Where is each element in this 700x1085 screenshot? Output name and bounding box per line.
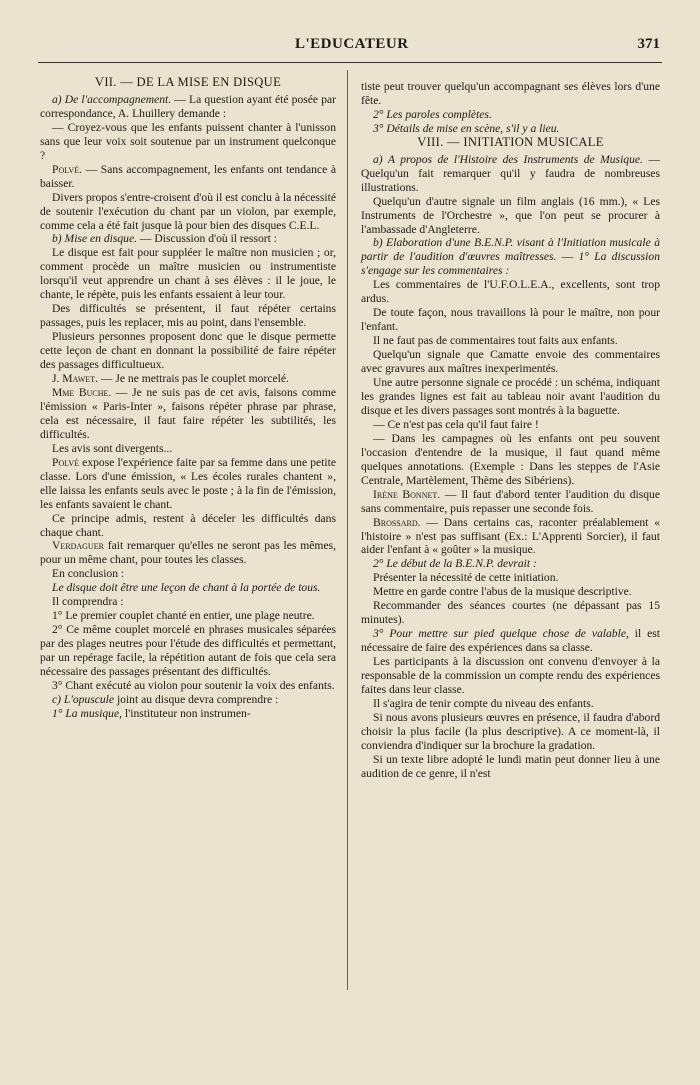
paragraph: tiste peut trouver quelqu'un accompagnant ses élèves lors d'une fête. <box>361 80 660 107</box>
speaker-name: Polvé <box>52 455 80 469</box>
paragraph: Mettre en garde contre l'abus de la musique descriptive. <box>373 585 632 599</box>
column-divider <box>347 70 348 990</box>
speaker-name: Verdaguer <box>52 539 104 553</box>
section-heading-viii: VIII. — INITIATION MUSICALE <box>417 134 604 149</box>
paragraph <box>361 488 660 516</box>
paragraph: Quelqu'un signale que Camatte envoie des commentaires avec gravures aux maîtres inexperimentés. <box>361 348 660 376</box>
paragraph <box>40 232 336 246</box>
speaker-name: Irène Bonnet. <box>373 487 441 501</box>
paragraph-text: fait remarquer qu'elles ne seront pas les mêmes, pour un même chant, pour toutes les classes. <box>40 539 336 567</box>
subheading-label: a) De l'accompagnement. <box>52 92 172 106</box>
paragraph: Ce principe admis, restent à déceler les difficultés dans chaque chant. <box>40 511 336 539</box>
paragraph: 1° Le premier couplet chanté en entier, une plage neutre. <box>52 609 315 623</box>
paragraph: Il comprendra : <box>52 595 124 609</box>
paragraph-text: joint au disque devra comprendre : <box>114 692 279 706</box>
subheading-label: b) Mise en disque. <box>52 232 138 246</box>
subheading-label: c) L'opuscule <box>52 692 115 706</box>
subheading-label: b) Elaboration d'une B.E.N.P. visant à l'Initiation musicale à partir de l'audition d'œuvres maîtresses. <box>361 236 660 264</box>
paragraph <box>40 456 336 512</box>
paragraph: Les avis sont divergents... <box>52 441 173 455</box>
paragraph: Recommander des séances courtes (ne dépassant pas 15 minutes). <box>361 599 660 627</box>
paragraph: Il ne faut pas de commentaires tout faits aux enfants. <box>373 334 618 348</box>
paragraph: 3° Détails de mise en scène, s'il y a lieu. <box>373 121 560 135</box>
paragraph-text: l'instituteur non instrumen- <box>122 706 251 720</box>
paragraph <box>40 163 336 191</box>
paragraph <box>40 386 336 442</box>
speaker-name: Mme Buche. <box>52 385 112 399</box>
paragraph: 2° Le début de la B.E.N.P. devrait : <box>373 557 537 571</box>
page-header <box>40 36 660 58</box>
paragraph: Si un texte libre adopté le lundi matin peut donner lieu à une audition de ce genre, il n'est <box>361 752 660 780</box>
paragraph: Présenter la nécessité de cette initiation. <box>373 571 559 585</box>
left-column <box>40 76 336 721</box>
paragraph: 3° Chant exécuté au violon pour soutenir la voix des enfants. <box>52 678 335 692</box>
subheading-label: a) A propos de l'Histoire des Instruments de Musique. <box>373 152 643 166</box>
paragraph: En conclusion : <box>52 567 125 581</box>
paragraph <box>40 707 336 721</box>
paragraph: Les commentaires de l'U.F.O.L.E.A., excellents, sont trop ardus. <box>361 278 660 306</box>
paragraph-text: — Il faut d'abord tenter l'audition du disque sans commentaire, puis repasser une seconde fois. <box>361 487 660 515</box>
paragraph: Plusieurs personnes proposent donc que le disque permette cette leçon de chant en donnant la possibilité de faire répéter des passages difficultueux. <box>40 330 336 372</box>
paragraph <box>40 93 336 121</box>
paragraph-text: il est nécessaire de faire des expériences dans sa classe. <box>361 627 660 655</box>
paragraph-text: — Sans accompagnement, les enfants ont tendance à baisser. <box>40 162 336 190</box>
paragraph <box>40 539 336 567</box>
paragraph-text: — La question ayant été posée par correspondance, A. Lhuillery demande : <box>40 92 337 120</box>
paragraph-text: expose l'expérience faite par sa femme dans une petite classe. Lors d'une émission, « Les écoles rurales chantent », elle laissa les enfants seuls avec le poste ; à la fin de l'émission, les enfants savaient le chant. <box>40 455 336 511</box>
paragraph: 2° Ce même couplet morcelé en phrases musicales séparées par des plages neutres pour l'étude des difficultés et permettant, par un repérage facile, la répétition autant de fois que cela sera nécessaire des passages présentant des difficultés. <box>40 623 336 679</box>
paragraph <box>361 153 660 195</box>
paragraph: Divers propos s'entre-croisent d'où il est conclu à la nécessité de soutenir l'exécution du chant par un violon, par exemple, comme cela a été fait jusque là pour bien des disques C.E.L. <box>40 190 336 232</box>
paragraph <box>40 372 336 386</box>
paragraph <box>361 236 660 278</box>
paragraph: De toute façon, nous travaillons là pour le maître, non pour l'enfant. <box>361 306 660 334</box>
speaker-name: J. Mawet. <box>52 372 98 386</box>
header-rule <box>38 62 662 63</box>
paragraph-text: — Je ne suis pas de cet avis, faisons comme l'émission « Paris-Inter », faisons répéter phrase par phrase, cela est nécessaire, il faut faire répéter les subtilités, les difficultés. <box>40 385 336 441</box>
paragraph: Le disque est fait pour suppléer le maître non musicien ; or, comment procède un maître musicien ou instrumentiste lorsqu'il veut apprendre un chant à ses élèves : il le joue, le chante, le répète, puis les enfants essaient à leur tour. <box>40 246 336 302</box>
speaker-name: Polvé. <box>52 162 82 176</box>
paragraph: Les participants à la discussion ont convenu d'envoyer à la responsable de la commission un compte rendu des expériences faites dans leur classe. <box>361 655 660 696</box>
paragraph: Si nous avons plusieurs œuvres en présence, il faudra d'abord choisir la plus facile (la plus descriptive). A ce moment-là, il conviendra d'indiquer sur la brochure la gradation. <box>361 710 660 752</box>
paragraph <box>361 627 660 655</box>
paragraph: Quelqu'un d'autre signale un film anglais (16 mm.), « Les Instruments de l'Orchestre », que l'on peut se procurer à l'ambassade d'Angleterre. <box>361 194 660 236</box>
paragraph <box>40 693 336 707</box>
paragraph-text: — Dans certains cas, raconter préalablement « l'histoire » n'est pas suffisant (Ex.: L'Apprenti Sorcier), il faut aider l'enfant à « goûter » la musique. <box>361 515 660 557</box>
paragraph: 2° Les paroles complètes. <box>373 107 492 121</box>
right-column <box>361 80 660 781</box>
paragraph-text: — Discussion d'où il ressort : <box>137 232 277 246</box>
paragraph: — Dans les campagnes où les enfants ont peu souvent l'occasion d'entendre de la musique, il faut quand même quelques annotations. (Exemple : Dans les steppes de l'Asie Centrale, Martèlement, Thème des Sibériens). <box>361 431 660 487</box>
paragraph: Une autre personne signale ce procédé : un schéma, indiquant les grandes lignes est fait au tableau noir avant l'audition du disque et les divers passages sont montrés à la baguette. <box>361 376 660 417</box>
subheading-label: 1° La discussion s'engage sur les commentaires : <box>361 250 660 278</box>
page-number: 371 <box>637 36 660 52</box>
journal-title: L'EDUCATEUR <box>295 36 409 52</box>
paragraph-text: — <box>556 250 579 264</box>
subheading-label: 3° Pour mettre sur pied quelque chose de valable, <box>373 627 629 641</box>
paragraph: Le disque doit être une leçon de chant à la portée de tous. <box>52 581 321 595</box>
paragraph-text: — Quelqu'un fait remarquer qu'il y faudra de nombreuses illustrations. <box>361 152 660 194</box>
paragraph-text: — Je ne mettrais pas le couplet morcelé. <box>97 372 289 386</box>
paragraph <box>361 516 660 558</box>
paragraph: — Ce n'est pas cela qu'il faut faire ! <box>373 417 539 431</box>
paragraph: Des difficultés se présentent, il faut répéter certains passages, puis les replacer, mis au point, dans l'ensemble. <box>40 302 336 330</box>
paragraph: Il s'agira de tenir compte du niveau des enfants. <box>373 696 594 710</box>
paragraph: — Croyez-vous que les enfants puissent chanter à l'unisson sans que leur voix soit soutenue par un instrument quelconque ? <box>40 120 336 162</box>
speaker-name: Brossard. <box>373 515 421 529</box>
subheading-label: 1° La musique, <box>52 706 123 720</box>
section-heading-vii: VII. — DE LA MISE EN DISQUE <box>94 75 282 89</box>
